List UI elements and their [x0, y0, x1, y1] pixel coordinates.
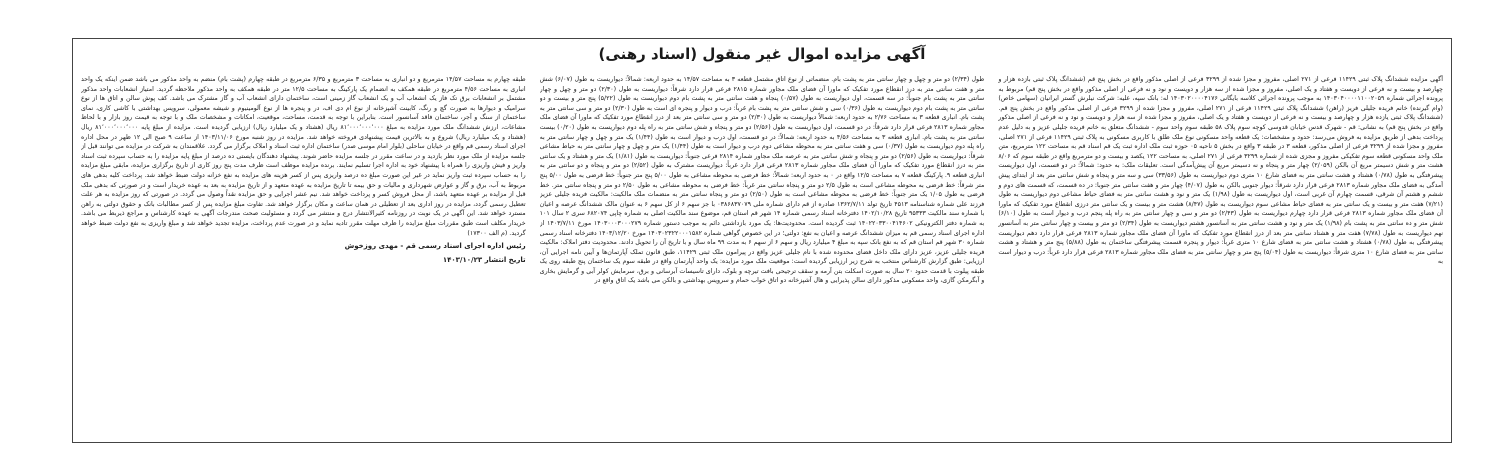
notice-column-2 — [540, 75, 985, 434]
notice-column-3-text: طبقه چهارم به مساحت ۱۴/۵۷ مترمربع و دو انباری به مساحت ۳ مترمربع و ۶/۳۵ مترمربع در طبقه چهارم (پشت بام) منضم به واحد مذکور می باشد ضمن اینکه یک واحد انباری به مساحت ۴/۵۶ مترمربع در طبقه همکف به انضمام یک پارکینگ به مساحت ۱۲/۵ متر در طبقه همکف به واحد مذکور ملاحظه گردید. امتیاز انشعابات واحد مذکور مشتمل بر انشعابات برق تک فاز یک انشعاب آب و یک انشعاب گاز زمینی است، ساختمان دارای انشعاب آب و گاز مشترک می باشد. کف پوش سالن و اتاق ها از نوع سرامیک و دیوارها به صورت گچ و رنگ، کابینت آشپزخانه از نوع ام دی اف، در و پنجره ها از نوع آلومینیوم و شیشه معمولی، سرویس بهداشتی با کاشی کاری، نمای ساختمان از سنگ و آجر، ساختمان فاقد آسانسور است. بنابراین با توجه به قدمت، مساحت، موقعیت، امکانات و مشخصات ملک و با توجه به قیمت روز بازار و با لحاظ مشاعات، ارزش ششدانگ ملک مورد مزایده به مبلغ ۸۱٬۰۰۰٬۰۰۰٬۰۰۰ ریال (هشتاد و یک میلیارد ریال) ارزیابی گردیده است. مزایده از مبلغ پایه ۸۱٬۰۰۰٬۰۰۰٬۰۰۰ ریال (هشتاد و یک میلیارد ریال) شروع و به بالاترین قیمت پیشنهادی فروخته خواهد شد. مزایده در روز شنبه مورخ ۱۴۰۳/۱۱/۰۶ از ساعت ۹ صبح الی ۱۲ ظهر در محل اداره اجرای اسناد رسمی قم واقع در خیابان ساحلی (بلوار امام موسی صدر) ساختمان اداره ثبت اسناد و املاک برگزار می گردد. علاقمندان به شرکت در مزایده می توانند قبل از جلسه مزایده از ملک مورد نظر بازدید و در ساعت مقرر در جلسه مزایده حاضر شوند. پیشنهاد دهندگان بایستی ده درصد از مبلغ پایه مزایده را به حساب سپرده ثبت اسناد واریز و فیش واریزی را همراه با پیشنهاد خود به اداره اجرا تسلیم نمایند. برنده مزایده موظف است ظرف مدت پنج روز کاری از تاریخ برگزاری مزایده، مابقی مبلغ مزایده را به حساب سپرده ثبت واریز نماید در غیر این صورت مبلغ ده درصد واریزی پس از کسر هزینه های مزایده به نفع خزانه دولت ضبط خواهد شد. پرداخت کلیه بدهی های مربوط به آب، برق و گاز و عوارض شهرداری و مالیات و حق بیمه تا تاریخ مزایده به عهده متعهد و از تاریخ مزایده به بعد به عهده خریدار است و در صورتی که بدهی ملک قبل از مزایده بر عهده متعهد باشد، از محل فروش کسر و پرداخت خواهد شد. نیم عشر اجرایی و حق مزایده نقداً وصول می گردد. در صورتی که روز مزایده به هر علت تعطیل رسمی گردد، مزایده در روز اداری بعد از تعطیلی در همان ساعت و مکان برگزار خواهد شد. تفاوت مبلغ مزایده پس از کسر مطالبات بانک و حقوق دولتی به راهن مسترد خواهد شد. این آگهی در یک نوبت در روزنامه کثیرالانتشار درج و منتشر می گردد و مسئولیت صحت مندرجات آگهی به عهده کارشناس و مراجع ذیربط می باشد. خریدار مکلف است طبق مقررات مبلغ مزایده را ظرف مهلت مقرر تادیه نماید و در صورت عدم پرداخت، مزایده تجدید خواهد شد و مبلغ واریزی به نفع دولت ضبط خواهد گردید. (م الف ۱۷۳۰۰) — [80, 76, 526, 237]
notice-column-1 — [998, 75, 1443, 434]
signature: رئیس اداره اجرای اسناد رسمی قم - مهدی روزخوش — [344, 242, 526, 251]
notice-columns — [81, 75, 1443, 434]
notice-column-1-text: آگهی مزایده ششدانگ پلاک ثبتی ۱۱۴۲۹ فرعی از ۲۷۱ اصلی، مفروز و مجزا شده از ۳۲۹۹ فرعی از اصلی مذکور واقع در بخش پنج قم (ششدانگ پلاک ثبتی بازده هزار و چهارصد و بیست و نه فرعی از دویست و هفتاد و یک اصلی، مفروز و مجزا شده از سه هزار و دویست و نود و نه فرعی از اصلی مذکور واقع در بخش پنج قم) مربوط به پرونده اجرائی شماره ۱۴۰۳۰۴۰۰۰۰۱۱۰۰۲۰۵۹ به موجب پرونده اجرائی کلاسه بایگانی ۱۴۰۳۰۲۰۰۰۰۴۱۷۶ له: بانک سپه، علیه: شرکت نیلرش گستر ایرانیان (سهامی خاص) (وام گیرنده) خانم فریده جلیلی فریز (راهن) ششدانگ پلاک ثبتی ۱۱۴۲۹ فرعی از ۲۷۱ اصلی، مفروز و مجزا شده از ۳۲۹۹ فرعی از اصلی مذکور واقع در بخش پنج قم. (ششدانگ پلاک ثبتی یازده هزار و چهارصد و بیست و نه فرعی از دویست و هفتاد و یک اصلی، مفروز و مجزا شده از سه هزار و دویست و نود و نه فرعی از اصلی مذکور واقع در بخش پنج قم) به نشانی: قم - شهرک قدس خیابان قدوسی کوچه سوم پلاک ۵۸ طبقه سوم واحد سوم - ششدانگ متعلق به خانم فریده جلیلی عزیز و به دلیل عدم پرداخت بدهی از طریق مزایده به فروش می‌رسد: حدود و مشخصات: یک قطعه واحد مسکونی نوع ملک طلق با کاربری مسکونی به پلاک ثبتی ۱۱۴۲۹ فرعی از ۲۷۱ اصلی، مفروز و مجزا شده از ۳۲۹۹ فرعی از اصلی مذکور، قطعه ۳ در طبقه ۳ واقع در بخش ۵ ناحیه ۰۵ حوزه ثبت ملک اداره ثبت یک قم اسناد قم به مساحت ۱۲۲ مترمربع، متن ملک واحد مسکونی قطعه سوم تفکیکی مفروز و مجزی شده از شماره ۳۲۹۹ فرعی از ۲۷۱ اصلی، به مساحت ۱۲۲ یکصد و بیست و دو مترمربع واقع در طبقه سوم که ۸/۰۶ هشت متر و شش دسیمتر مربع آن بالکن (۲/۰۵۹) چهار متر و پنجاه و نه دسیمتر مربع آن پیش‌آمدگی است. تعلیقات ملک: به حدود: شمالاً: در دو قسمت، اول دیواریست پیشرفتگی به طول (۰/۷۸) هشتاد و هشت سانتی متر به فضای شارع ۱۰ متری دوم دیواریست به طول (۳۳/۵۶) سی و سه متر و پنجاه و شش سانتی متر بعد از ابتدای پیش آمدگی به فضای ملک مجاور شماره ۲۸۱۳ فرعی قرار دارد شرقاً: دیوار جنوبی بالکن به طول (۴/۰۷) چهار متر و هفت سانتی متر جنوبا: در ده قسمت، که قسمت های دوم و ششم و هشتم آن شرقی، قسمت چهارم آن غربی است، اول دیواریست به طول (۱/۹۸) یک متر و نود و هشت سانتی متر به فضای حیاط مشاعی دوم دیواریست به طول (۷/۲۱) هفت متر و بیست و یک سانتی متر به فضای حیاط مشاعی سوم دیواریست به طول (۸/۴۷) هشت متر و بیست و یک سانتی متر درزی انقطاع مورد تفکیک که ماورا آن فضای ملک مجاور شماره ۲۸۱۳ فرعی قرار دارد چهارم دیواریست به طول (۲/۴۳) دو متر و سی و چهار سانتی متر به راه پله پنجم درب و دیوار است به طول (۶/۱۰) شش متر و ده سانتی متر به پشت بام (۱/۹۸) یک متر و نود و هشت سانتی متر به آسانسور هشتم دیواریست به طول (۲/۳۴) دو متر و بیست و چهار سانتی متر به آسانسور نهم دیواریست به طول (۷/۷۸) هفت متر و هشتاد سانتی متر بعد از درز انقطاع مورد تفکیک که ماورا آن فضای ملک مجاور شماره ۲۸۱۳ فرعی قرار دارد دهم دیواریست پیشرفتگی به طول (۰/۷۸) هشتاد و هشت سانتی متر به فضای شارع ۱۰ متری غرباً: دیوار و پنجره قسمت پیشرفتگی ساختمان به طول (۵/۸۸) پنج متر و هشتاد و هشت سانتی متر به فضای شارع ۱۰ متری شرقاً: دیواریست به طول (۵/۰۴) پنج متر و چهار سانتی متر به فضای ملک مجاور شماره ۲۸۱۳ فرعی قرار دارد غرباً: درب و دیوار است به — [998, 76, 1443, 266]
notice-column-3 — [81, 75, 526, 434]
auction-notice — [72, 38, 1452, 443]
notice-column-2-text: طول (۲/۳۴) دو متر و چهل و چهار سانتی متر به پشت بام. منضماتی از نوع اتاق مشتمل قطعه ۳ به مساحت ۱۴/۵۷ به حدود اربعه: شمالاً: دیواریست به طول (۶/۰۷) شش متر و هفت سانتی متر به درز انقطاع مورد تفکیک که ماورا آن فضای ملک مجاور شماره ۲۸۱۵ فرعی قرار دارد شرقاً: دیواریست به طول (۲/۳۰) دو متر و چهل و چهار سانتی متر به پشت بام جنوباً: در سه قسمت، اول دیواریست به طول (۰/۵۷) پنجاه و هفت سانتی متر به پشت بام دوم دیواریست به طول (۵/۲۲) پنج متر و بیست و دو سانتی متر به پشت بام دوم دیواریست به طول (۰/۳۶) سی و شش سانتی متر به پشت بام غرباً: درب و دیوار و پنجره ای است به طول (۲/۳۰) دو متر و سی سانتی متر به پشت بام. انباری قطعه ۳ به مساحت ۲/۷۶ به حدود اربعه: شمالاً دیواریست به طول (۲/۳۰) دو متر و سی سانتی متر بعد از درز انقطاع مورد تفکیک که ماورا آن فضای ملک مجاور شماره ۲۸۱۳ فرعی قرار دارد شرقاً: در دو قسمت، اول دیواریست به طول (۲/۵۶) دو متر و پنجاه و شش سانتی متر به راه پله دوم دیواریست به طول (۰/۲۰) بیست سانتی متر به پشت بام. انباری قطعه ۳ به مساحت ۴/۵۶ به حدود اربعه: شمالاً: در دو قسمت، اول درب و دیوار است به طول (۱/۴۴) یک متر و چهل و چهار سانتی متر به راه پله دوم دیواریست به طول (۰/۳۷) سی و هفت سانتی متر به محوطه مشاعی دوم درب و دیوار است به طول (۱/۴۴) یک متر و چهل و چهار سانتی متر به حیاط مشاعی شرقاً: دیواریست به طول (۲/۵۶) دو متر و پنجاه و شش سانتی متر به عرصه ملک مجاور شماره ۲۸۱۴ فرعی جنوباً: دیواریست به طول (۱/۸۱) یک متر و هشتاد و یک سانتی متر به درز انقطاع مورد تفکیک که ماورا آن فضای ملک مجاور شماره ۲۸۱۳ فرعی قرار دارد غرباً: دیواریست مشترک به طول (۲/۵۲) دو متر و پنجاه و دو سانتی متر به انباری قطعه ۹. پارکینگ قطعه ۷ به مساحت ۱۲/۵ واقع در ۰ به حدود اربعه: شمالاً: خط فرضی به محوطه مشاعی به طول ۵/۰۰ پنج متر جنوباً: خط فرضی به طول ۵/۰۰ پنج متر شرقاً: خط فرضی به محوطه مشاعی است به طول ۲/۵ دو متر و پنجاه سانتی متر غرباً: خط فرضی به محوطه مشاعی به طول ۲/۵۰ دو متر و پنجاه سانتی متر. خط فرضی به طول ۱/۰۵ یک متر جنوباً: خط فرضی به محوطه مشاعی است به طول (۲/۵۰) دو متر و پنجاه سانتی متر به منضمات ملک مالکیت: مالکیت فریده جلیلی عزیز فرزند علی شماره شناسنامه ۴۵۱۳ تاریخ تولد ۱۳۶۲/۷/۱۱ صادره از قم دارای شماره ملی ۰۳۸۶۸۳۷۰۷۹ با جز سهم ۶ از کل سهم ۶ به عنوان مالک ششدانگ عرصه و اعیان با شماره سند مالکیت ۹۵۳۳۳ تاریخ ۱۴۰۲/۱۰/۲۸ دفترخانه اسناد رسمی شماره ۱۴ شهر قم استان قم، موضوع سند مالکیت اصلی به شماره چاپی ۶۸۲۰۷۴ سری ۲ سال ۱۰۱ به شماره دفتر الکترونیکی ۱۴۰۲۲۰۳۳۰۰۴۱۴۶۰۲ ثبت گردیده است. محدودیت‌ها: یک مورد بازداشتی دائم به موجب دستور شماره ۱۴۰۳۰۰۰۳۰۰۰۲۷۹ مورخ ۱۴۰۳/۷/۱۱ از اداره اجرای اسناد رسمی قم به میزان ششدانگ عرصه و اعیان به نفع: دولتی؛ در این خصوص گواهی شماره ۱۴۰۳۰۲۳۲۲۰۰۰۱۵۸۲ مورخ ۱۴۰۳/۱۲/۲۰ دفترخانه اسناد رسمی شماره ۳۰ شهر قم استان قم که به نفع بانک سپه به مبلغ ۴ میلیارد ریال و سهم ۶ از سهم ۶ به مدت ۹۹ ماه سال و با تاریخ آن را تحویل دادند. محدودیت دفتر املاک: مالکیت فریده جلیلی عزیز، عزیز دارای ملک داخل فضای محدوده شده با نام جلیلی عزیز واقع در پیرامون ملک ثبتی ۱۱۴۲۹، طبق قانون تملک آپارتمان‌ها و آیین نامه اجرایی آن، ارزیابی: طبق گزارش کارشناس منتخب به شرح زیر ارزیابی گردیده است: موقعیت ملک مورد مزایده: یک واحد آپارتمان واقع در طبقه سوم یک ساختمان پنج طبقه روی یک طبقه پیلوت با قدمت حدود ۲۰ سال به صورت اسکلت بتن آرمه و سقف ترجیحی بافت تیرچه و بلوک، دارای تاسیسات آبرسانی و برق، سرمایش کولر آبی و گرمایش بخاری و آبگرمکن گازی، واحد مسکونی مذکور دارای سالن پذیرایی و هال آشپزخانه دو اتاق خواب حمام و سرویس بهداشتی و بالکن می باشد یک اتاق واقع در — [539, 76, 985, 285]
publication-date: تاریخ انتشار ۱۴۰۳/۱۰/۲۳ — [442, 256, 526, 265]
notice-title: آگهی مزایده اموال غیر منقول (اسناد رهنی) — [598, 45, 926, 63]
